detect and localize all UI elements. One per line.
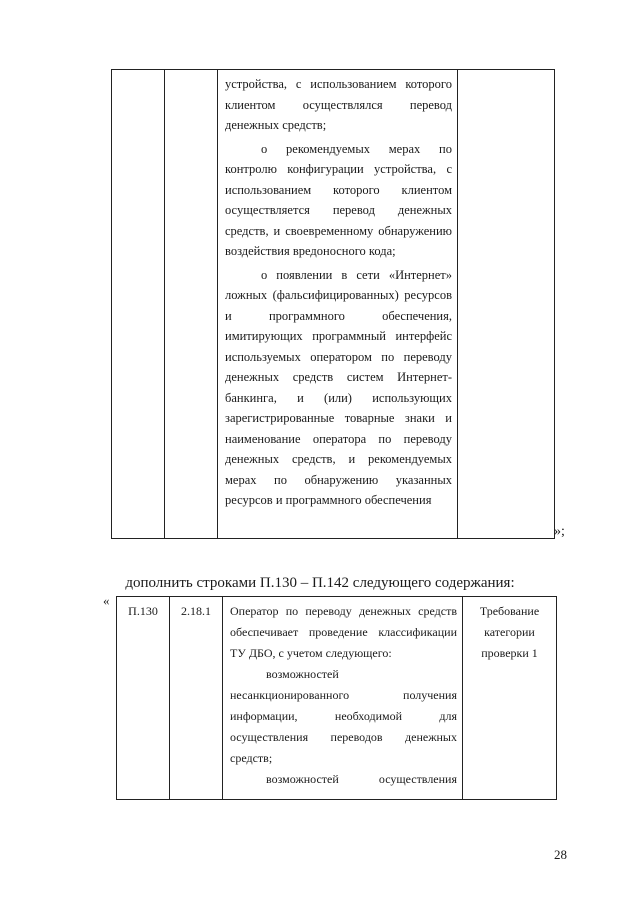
cell-code	[165, 70, 218, 539]
paragraph: о рекомендуемых мерах по контролю конфигурации устройства, с использованием которого клиентом осуществляется перевод денежных средств, и своевременному обнаружению воздействия вредоносного кода;	[225, 141, 452, 258]
cell-category	[458, 70, 555, 539]
cell-number	[112, 70, 165, 539]
sub-item-2-left: возможностей	[266, 772, 339, 786]
row-text	[223, 597, 463, 800]
sub-item-rest: несанкционированного получения информации, необходимой для осуществления переводов денежных средств;	[230, 688, 457, 765]
table-continuation	[111, 69, 555, 539]
section-heading: дополнить строками П.130 – П.142 следующего содержания:	[125, 575, 515, 591]
sub-item-2-right: осуществления	[378, 772, 457, 786]
row-paragraph: Оператор по переводу денежных средств обеспечивает проведение классификации ТУ ДБО, с учетом следующего:	[230, 604, 457, 660]
paragraph: о появлении в сети «Интернет» ложных (фальсифицированных) ресурсов и программного обеспечения, имитирующих программный интерфейс используемых оператором по переводу денежных средств систем Интернет-банкинга, и (или) использующих зарегистрированные товарные знаки и наименование оператора по переводу денежных средств, и рекомендуемых мерах по обнаружению указанных ресурсов и программного обеспечения	[225, 267, 452, 507]
closing-quote: »;	[554, 524, 565, 539]
sub-item-first: возможностей	[266, 667, 339, 681]
row-requirement: Требование категории проверки 1	[463, 597, 557, 800]
row-number: П.130	[117, 597, 170, 800]
sub-item-2	[230, 769, 457, 790]
cell-requirement-text	[218, 70, 458, 539]
row-code: 2.18.1	[170, 597, 223, 800]
page-number: 28	[554, 847, 567, 862]
paragraph: устройства, с использованием которого клиентом осуществлялся перевод денежных средств;	[225, 77, 452, 132]
table-new-rows	[116, 596, 557, 800]
opening-quote: «	[103, 593, 110, 608]
